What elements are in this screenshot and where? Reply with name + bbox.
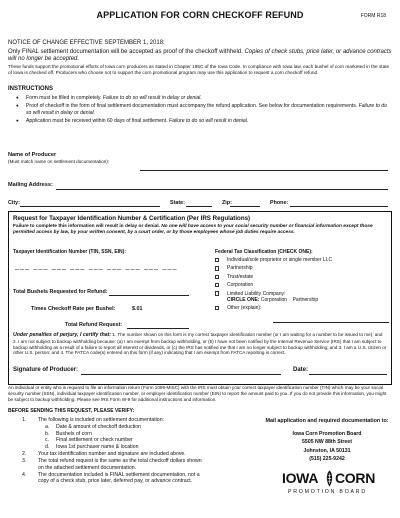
form-header: [8, 10, 392, 24]
tax-class-option-individual[interactable]: [215, 257, 391, 265]
tax-class-option-partnership[interactable]: [215, 265, 391, 273]
instructions-heading: INSTRUCTIONS: [8, 86, 53, 92]
tax-warning-italic: No one will have access to your social security number or financial information except those permitted access by law, by your written consent, by a court order, or by those employees whose job duties require access.: [13, 223, 373, 236]
verify-heading: BEFORE SENDING THIS REQUEST, PLEASE VERIFY:: [8, 408, 135, 414]
zip-label: Zip:: [222, 200, 232, 206]
checkoff-rate-label: Times Checkoff Rate per Bushel:: [31, 306, 116, 312]
irs-note: An individual or entity who is required to file an information return (Form 1099-MISC) with the IRS must obtain your correct taxpayer identification number (TIN) which may be your social security number (SSN), individual taxpayer identification number, or employer identification number (EIN) to report the amount paid to you. If you do not provide this information, you might be subject to backup withholding. Please see IRS Form W-9 for additional instructions and information.: [8, 385, 387, 402]
notice-heading: NOTICE OF CHANGE EFFECTIVE SEPTEMBER 1, 2018:: [8, 40, 165, 46]
phone-label: Phone:: [270, 200, 289, 206]
state-input[interactable]: [186, 206, 212, 207]
instructions-list: [14, 95, 390, 126]
verify-item: [8, 451, 208, 458]
option-label: Trust/estate: [227, 273, 254, 280]
mailing-address-block: [262, 430, 392, 463]
verify-item-number: 4.: [22, 471, 27, 478]
notice-line1: Only FINAL settlement documentation will be accepted as proof of the checkoff withheld.: [8, 48, 243, 55]
circle-one-options[interactable]: Corporation Partnership: [260, 296, 319, 303]
total-bushels-input[interactable]: [109, 295, 189, 296]
logo-tagline: PROMOTION BOARD: [288, 489, 367, 495]
total-bushels-label: Total Bushels Requested for Refund:: [13, 289, 108, 295]
tax-box-title: Request for Taxpayer Identification Number & Certification (Per IRS Regulations): [13, 215, 251, 222]
producer-name-field: [8, 152, 109, 165]
instruction-item: [14, 118, 390, 125]
option-label: Corporation: [227, 282, 254, 289]
verify-item-number: 2.: [22, 450, 27, 457]
checkbox-icon[interactable]: [215, 291, 219, 295]
verify-sub-item: [8, 437, 208, 444]
tin-input[interactable]: ___ ___ ___ ___ ___ ___ ___ ___ ___: [15, 263, 178, 270]
checkbox-icon[interactable]: [215, 283, 219, 287]
city-label: City:: [8, 200, 20, 206]
tax-class-option-trust[interactable]: [215, 274, 391, 282]
notice-line2: Copies of check stubs, price later, or advance contracts will no longer be accepted.: [8, 48, 392, 63]
verify-sub-letter: d.: [45, 444, 50, 451]
checkoff-rate-value: $.01: [132, 306, 143, 312]
verify-sub-item: [8, 424, 208, 431]
producer-name-input[interactable]: [140, 170, 388, 171]
verify-sub-item: [8, 444, 208, 451]
verify-item-text: Your tax identification number and signature are included above.: [38, 450, 186, 457]
federal-tax-class-options: [215, 257, 391, 313]
verify-sub-item: [8, 431, 208, 438]
intro-paragraph: These funds support the promotional efforts of Iowa corn producers as stated in Chapter 185C of the Iowa Code. In compliance with Iowa law, each bushel of corn marketed in the state of Iowa is checked off. Producers who choose not to support the corn promotional program may use this application to request a corn checkoff refund.: [8, 64, 390, 76]
verify-item-number: 3.: [22, 457, 27, 464]
zip-input[interactable]: [230, 206, 260, 207]
total-refund-input[interactable]: [127, 328, 189, 329]
form-title: APPLICATION FOR CORN CHECKOFF REFUND: [96, 10, 304, 20]
option-label: Partnership: [227, 265, 253, 272]
verify-item-number: 1.: [22, 417, 27, 423]
producer-name-sublabel: (Must match name on settlement documentation):: [8, 159, 110, 165]
verify-item: [8, 458, 208, 471]
tax-box-warning: [13, 224, 387, 236]
mail-org: Iowa Corn Promotion Board: [292, 431, 362, 437]
instruction-warning: Failure to do so will result in delay or denial.: [26, 103, 387, 116]
instruction-text: Application must be received within 60 days of final settlement.: [26, 117, 168, 124]
federal-tax-class-label: Federal Tax Classification (CHECK ONE):: [215, 249, 313, 255]
verify-sub-text: Bushels of corn: [56, 430, 92, 437]
iowa-corn-logo: [282, 470, 378, 502]
notice-section: [8, 40, 392, 64]
perjury-lead: Under penalties of perjury, I certify that:: [13, 332, 112, 338]
instruction-warning: Failure to do so will result in denial.: [169, 117, 249, 124]
checkbox-icon[interactable]: [215, 275, 219, 279]
instruction-text: Proof of checkoff in the form of final settlement documentation must accompany the refund application. See below for documentation requirements.: [26, 103, 358, 110]
notice-text: [8, 49, 392, 64]
producer-name-label: Name of Producer: [8, 152, 57, 158]
mail-heading: Mail application and required documentation to:: [265, 418, 389, 424]
tax-class-option-corporation[interactable]: [215, 282, 391, 290]
state-label: State:: [170, 200, 185, 206]
tin-label: Taxpayer Identification Number (TIN, SSN, EIN):: [13, 249, 126, 255]
option-label: Individual/sole proprietor or single member LLC: [227, 257, 333, 263]
tax-class-option-llc[interactable]: [215, 291, 391, 299]
mail-city: Johnston, IA 50131: [303, 447, 351, 454]
perjury-statement: [13, 332, 387, 356]
verify-sub-text: Final settlement or check number: [56, 437, 133, 444]
perjury-text: 1. The number shown on this form is my correct taxpayer identification number (or I am waiting for a number to be issued to me); and 2. I am not subject to backup withholding because: (a) I am exempt from backup withholding, or (b) I have not been notified by the Internal Revenue Service (IRS) that I am subject to backup withholding as a result of a failure to report all interest or dividends, or (c) the IRS has notified me that I am no longer subject to backup withholding; and 3. I am a U.S. citizen or other U.S. person; and 4. The FATCA code(s) entered on this form (if any) indicating that I am exempt from FATCA reporting is correct.: [13, 332, 387, 356]
verify-item-text: The documentation included is FINAL settlement documentation, not a copy of a check stub, price later, deferred pay, or advance contract.: [38, 471, 200, 485]
verify-list: [8, 417, 208, 486]
signature-label: Signature of Producer:: [13, 367, 79, 373]
date-label: Date:: [293, 367, 309, 373]
logo-word-corn: CORN: [335, 470, 376, 486]
form-number: FORM R18: [360, 13, 386, 19]
mail-phone: (515) 225-9242: [309, 455, 345, 462]
option-label: Limited Liability Company:: [227, 290, 286, 297]
taxpayer-certification-box: [8, 211, 392, 385]
logo-word-iowa: IOWA: [282, 470, 319, 486]
verify-item-text: The following is included on settlement documentation:: [38, 417, 165, 423]
corn-ear-icon: [325, 470, 334, 487]
verify-sub-text: Date & amount of checkoff deduction: [56, 424, 141, 431]
date-input[interactable]: [309, 374, 387, 375]
city-input[interactable]: [20, 206, 160, 207]
checkbox-icon[interactable]: [215, 258, 219, 262]
signature-input[interactable]: [81, 374, 281, 375]
mailing-address-input[interactable]: [56, 189, 388, 190]
option-label: Other (explain):: [227, 304, 262, 311]
verify-sub-text: Iowa 1st purchaser name & location: [56, 444, 139, 451]
other-explain-input[interactable]: [273, 322, 389, 323]
checkbox-icon[interactable]: [215, 306, 219, 310]
instruction-text: Form must be filled in completely.: [26, 95, 102, 101]
instruction-item: [14, 95, 390, 102]
phone-input[interactable]: [290, 206, 388, 207]
verify-item: [8, 417, 208, 424]
checkbox-icon[interactable]: [215, 266, 219, 270]
circle-one-label: CIRCLE ONE:: [227, 296, 260, 303]
verify-item: [8, 472, 208, 485]
instruction-item: [14, 103, 390, 116]
instruction-warning: Failure to do so will result in delay or denial.: [102, 95, 202, 101]
mailing-address-label: Mailing Address:: [8, 182, 53, 188]
mail-street: 5505 NW 88th Street: [302, 439, 352, 446]
tax-class-option-other[interactable]: [215, 305, 391, 313]
verify-sub-letter: b.: [45, 430, 50, 437]
verify-sub-letter: c.: [45, 437, 50, 444]
total-refund-label: Total Refund Request:: [65, 322, 123, 328]
verify-sub-letter: a.: [45, 424, 50, 431]
tax-warning-bold: Failure to complete this information will result in delay or denial.: [13, 223, 160, 229]
verify-item-text: The total refund request is the same as the total checkoff dollars shown on the attached settlement documentation.: [38, 457, 202, 471]
